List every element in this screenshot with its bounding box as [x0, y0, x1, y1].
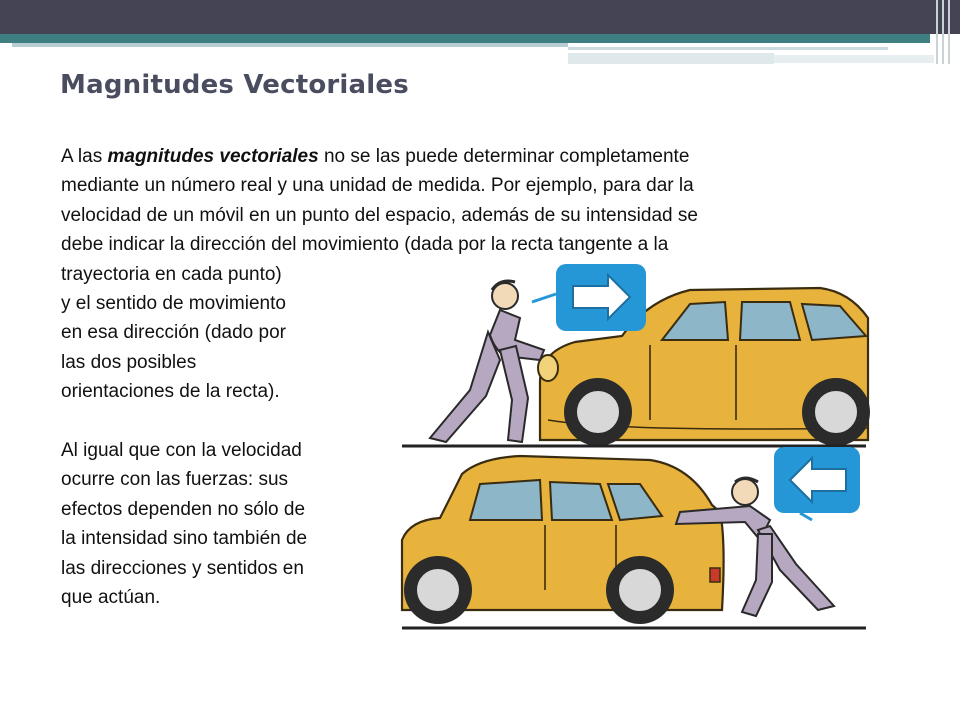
text-line: debe indicar la dirección del movimiento (dada por la recta tangente a la	[61, 234, 669, 256]
text-line: y el sentido de movimiento	[61, 293, 286, 315]
decor-stripe	[774, 55, 934, 63]
car-push-illustration	[398, 256, 870, 634]
header-band	[0, 0, 960, 34]
text-line: trayectoria en cada punto)	[61, 263, 282, 285]
text-line: en esa dirección (dado por	[61, 322, 286, 344]
slide-title: Magnitudes Vectoriales	[60, 70, 409, 100]
text-segment: no se las puede determinar completamente	[318, 146, 690, 167]
text-line: la intensidad sino también de	[61, 528, 308, 550]
decor-vertical-lines	[934, 0, 954, 64]
decor-stripe	[12, 43, 568, 47]
text-line: Al igual que con la velocidad	[61, 440, 302, 462]
text-segment: A las	[61, 146, 108, 167]
decor-stripe	[568, 47, 888, 50]
decor-stripe	[568, 53, 774, 64]
accent-bar	[0, 34, 930, 43]
text-line: las dos posibles	[61, 351, 197, 373]
text-line: efectos dependen no sólo de	[61, 498, 306, 520]
text-line: las direcciones y sentidos en	[61, 557, 304, 579]
bottom-car	[402, 456, 724, 624]
key-term: magnitudes vectoriales	[107, 146, 319, 167]
text-line: orientaciones de la recta).	[61, 381, 280, 403]
arrow-right-icon	[532, 264, 646, 331]
top-man	[430, 281, 544, 442]
arrow-left-icon	[774, 447, 860, 520]
text-line: que actúan.	[61, 587, 161, 609]
text-line: mediante un número real y una unidad de medida. Por ejemplo, para dar la	[61, 175, 694, 197]
text-line: velocidad de un móvil en un punto del espacio, además de su intensidad se	[61, 204, 698, 226]
text-line: ocurre con las fuerzas: sus	[61, 469, 289, 491]
text-line	[61, 142, 876, 171]
